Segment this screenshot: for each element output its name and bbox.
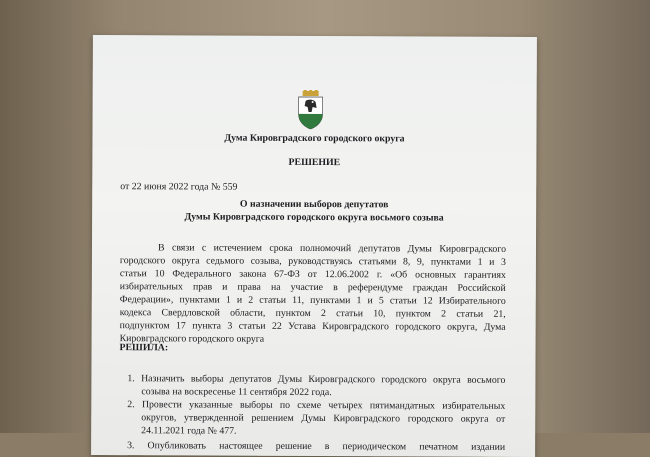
decided-label: РЕШИЛА:: [119, 342, 169, 354]
subject-line: О назначении выборов депутатов: [239, 198, 389, 211]
preamble-line: В связи с истечением срока полномочий депутатов Думы Кировградского: [157, 242, 507, 255]
document-type: РЕШЕНИЕ: [288, 156, 341, 169]
document-date-number: от 22 июня 2022 года № 559: [120, 181, 238, 193]
preamble-line: Федерации», пунктами 1 и 2 статьи 11, пунктами 1 и 5 статьи 12 Избирательного: [119, 294, 506, 307]
preamble-line: городского округа седьмого созыва, руководствуясь статьями 8, 9, пунктами 1 и 3: [119, 255, 506, 268]
subject-line: Думы Кировградского городского округа восьмого созыва: [184, 211, 444, 224]
decision-item-line: округов, утвержденной решением Думы Кировградского городского округа от: [141, 412, 506, 425]
decision-item-line: 24.11.2021 года № 477.: [141, 425, 237, 437]
decision-item-line: 3. Опубликовать настоящее решение в периодическом печатном издании: [127, 440, 506, 453]
coat-of-arms-emblem: [296, 90, 326, 130]
preamble-line: подпунктом 17 пункта 3 статьи 22 Устава Кировградского городского округа, Дума: [119, 320, 506, 333]
decision-item-line: 2. Провести указанные выборы по схеме четырех пятимандатных избирательных: [127, 399, 506, 412]
decision-item-line: созыва на воскресенье 11 сентября 2022 года.: [141, 386, 332, 399]
preamble-line: Кировградского городского округа: [119, 333, 265, 345]
preamble-line: статьи 10 Федерального закона 67-ФЗ от 12.06.2002 г. «Об основных гарантиях: [119, 268, 506, 281]
organization-name: Дума Кировградского городского округа: [224, 132, 405, 145]
document-page: [91, 35, 537, 457]
decision-item-line: 1. Назначить выборы депутатов Думы Кировградского городского округа восьмого: [127, 373, 506, 386]
preamble-line: кодекса Свердловской области, пунктом 2 статьи 10, пунктом 2 статьи 21,: [119, 307, 506, 320]
preamble-line: избирательных прав и права на участие в референдуме граждан Российской: [119, 281, 506, 294]
